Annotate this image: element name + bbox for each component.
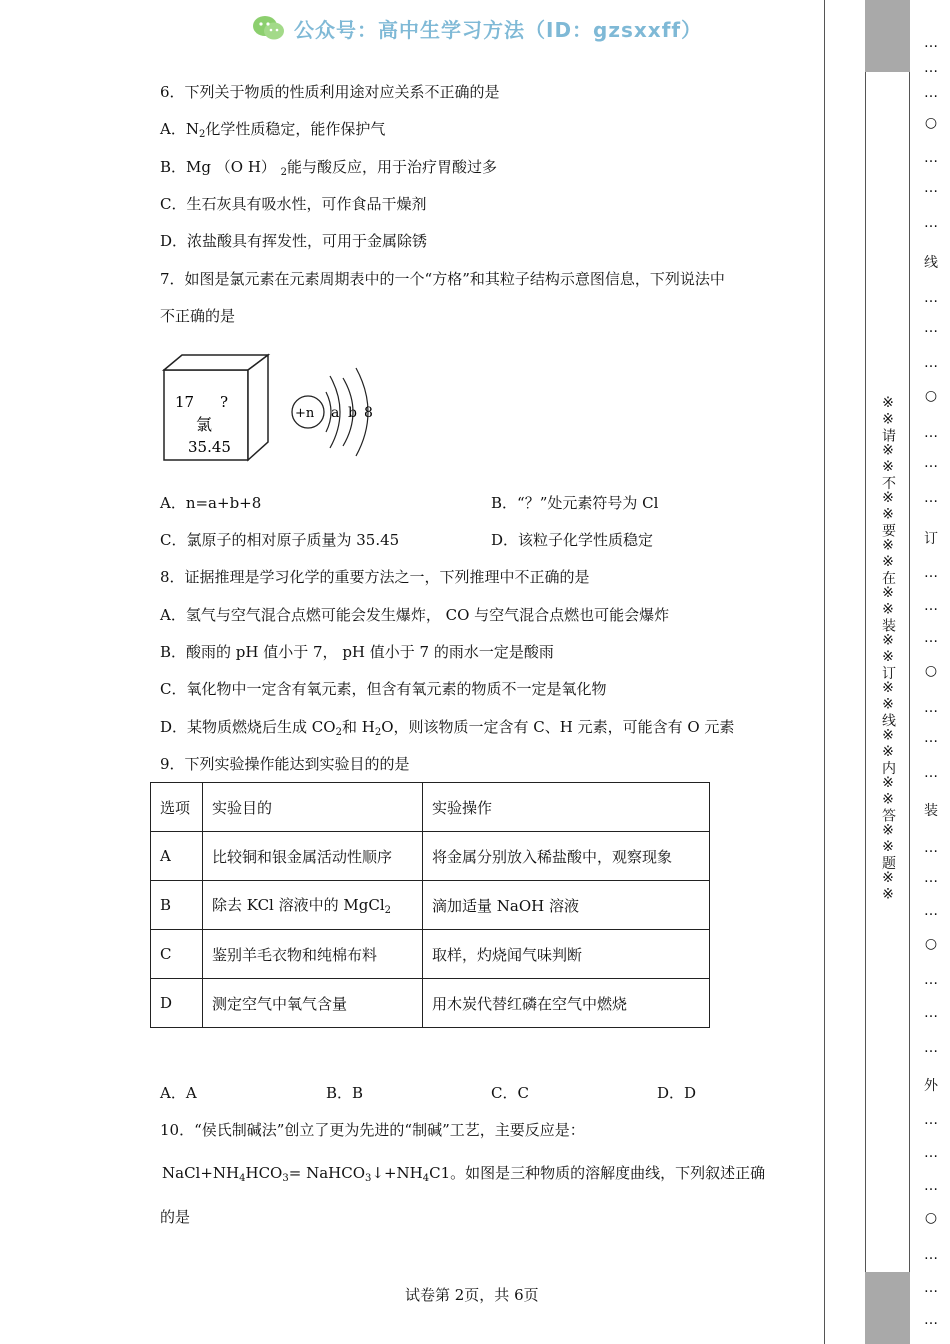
shell-electrons-a: a <box>331 405 340 421</box>
q8-stem: 8．证据推理是学习化学的重要方法之一，下列推理中不正确的是 <box>160 568 590 586</box>
q9-option-c: C．C <box>491 1084 529 1102</box>
row-purpose: 除去 KCl 溶液中的 MgCl$_2$ <box>203 881 423 930</box>
chlorine-diagram <box>160 350 390 465</box>
dots: … <box>924 630 938 646</box>
binding-gray-bottom <box>865 1272 910 1344</box>
watermark-text: 公众号：高中生学习方法（ID：gzsxxff） <box>294 17 703 42</box>
dots: … <box>924 870 938 886</box>
dots: … <box>924 903 938 919</box>
binding-border-right <box>909 0 910 1344</box>
binding-warning: ※※请※※不※※要※※在※※装※※订※※线※※内※※答※※题※※ <box>880 395 896 903</box>
dots: … <box>924 490 938 506</box>
mark-wai: 外 <box>924 1078 938 1094</box>
q9-table <box>150 782 710 1028</box>
dots: … <box>924 1040 938 1056</box>
row-option: D <box>151 979 203 1028</box>
shell-electrons-b: b <box>348 405 357 421</box>
header-option: 选项 <box>151 783 203 832</box>
q6-option-b: B．Mg （O H） $_2$能与酸反应，用于治疗胃酸过多 <box>160 158 498 178</box>
row-purpose: 测定空气中氧气含量 <box>203 979 423 1028</box>
q10-stem-line3: 的是 <box>160 1208 191 1226</box>
table-row <box>151 930 710 979</box>
dots: … <box>924 1005 938 1021</box>
dots: … <box>924 765 938 781</box>
table-header-row <box>151 783 710 832</box>
table-row <box>151 881 710 930</box>
q9-option-d: D．D <box>657 1084 697 1102</box>
q6-option-d: D．浓盐酸具有挥发性，可用于金属除锈 <box>160 232 428 250</box>
q8-option-c: C．氧化物中一定含有氧元素，但含有氧元素的物质不一定是氧化物 <box>160 680 607 698</box>
q9-stem: 9．下列实验操作能达到实验目的的是 <box>160 755 410 773</box>
dots: … <box>924 1280 938 1296</box>
q8-option-a: A．氢气与空气混合点燃可能会发生爆炸， CO 与空气混合点燃也可能会爆炸 <box>160 606 670 624</box>
q7-option-a: A．n=a+b+8 <box>160 494 262 512</box>
binding-border-left <box>824 0 825 1344</box>
dots: … <box>924 700 938 716</box>
header-purpose: 实验目的 <box>203 783 423 832</box>
dots: … <box>924 180 938 196</box>
q7-option-b: B．“？”处元素符号为 Cl <box>491 494 659 512</box>
circle-mark: ○ <box>924 936 938 952</box>
table-row <box>151 832 710 881</box>
dots: … <box>924 1178 938 1194</box>
circle-mark: ○ <box>924 1210 938 1226</box>
dots: … <box>924 840 938 856</box>
dots: … <box>924 290 938 306</box>
dots: … <box>924 150 938 166</box>
dots: … <box>924 455 938 471</box>
dots: … <box>924 1312 938 1328</box>
row-option: B <box>151 881 203 930</box>
q10-stem: 10．“侯氏制碱法”创立了更为先进的“制碱”工艺，主要反应是： <box>160 1121 585 1139</box>
dots: … <box>924 598 938 614</box>
mark-xian: 线 <box>924 255 938 271</box>
q6-option-c: C．生石灰具有吸水性，可作食品干燥剂 <box>160 195 427 213</box>
dots: … <box>924 565 938 581</box>
q7-option-d: D．该粒子化学性质稳定 <box>491 531 654 549</box>
row-option: A <box>151 832 203 881</box>
binding-gray-top <box>865 0 910 72</box>
tile-mass: 35.45 <box>188 438 231 456</box>
q8-option-d: D．某物质燃烧后生成 $CO_2$和 $H_2O$，则该物质一定含有 C、H 元素，可能含有 O 元素 <box>160 718 735 738</box>
periodic-table-tile <box>164 355 268 460</box>
binding-dots-column <box>920 0 942 1344</box>
circle-mark: ○ <box>924 663 938 679</box>
q10-equation: $NaCl+NH_4HCO_3=$ $NaHCO_3↓+NH_4C1$。如图是三种物质的溶解度曲线，下列叙述正确 <box>162 1164 766 1184</box>
q8-option-b: B．酸雨的 pH 值小于 7， pH 值小于 7 的雨水一定是酸雨 <box>160 643 554 661</box>
page-number: 试卷第 2页，共 6页 <box>405 1286 539 1304</box>
q7-option-c: C．氯原子的相对原子质量为 35.45 <box>160 531 400 549</box>
q7-stem-line1: 7．如图是氯元素在元素周期表中的一个“方格”和其粒子结构示意图信息，下列说法中 <box>160 270 725 288</box>
dots: … <box>924 85 938 101</box>
circle-mark: ○ <box>924 115 938 131</box>
binding-border-mid <box>865 0 866 1344</box>
q9-option-b: B．B <box>326 1084 364 1102</box>
dots: … <box>924 425 938 441</box>
q9-option-a: A．A <box>160 1084 197 1102</box>
ion-nucleus-charge: +n <box>295 406 315 421</box>
header-operation: 实验操作 <box>423 783 710 832</box>
dots: … <box>924 1247 938 1263</box>
q7-stem-line2: 不正确的是 <box>160 307 236 325</box>
wechat-icon <box>252 14 286 42</box>
row-operation: 用木炭代替红磷在空气中燃烧 <box>423 979 710 1028</box>
tile-name: 氯 <box>196 415 213 434</box>
ion-structure <box>292 368 373 456</box>
q6-stem: 6．下列关于物质的性质利用途对应关系不正确的是 <box>160 83 500 101</box>
row-option: C <box>151 930 203 979</box>
dots: … <box>924 215 938 231</box>
dots: … <box>924 60 938 76</box>
mark-zhuang: 装 <box>924 803 938 819</box>
tile-symbol: ? <box>220 393 229 411</box>
row-purpose: 比较铜和银金属活动性顺序 <box>203 832 423 881</box>
row-operation: 取样，灼烧闻气味判断 <box>423 930 710 979</box>
row-operation: 滴加适量 NaOH 溶液 <box>423 881 710 930</box>
dots: … <box>924 730 938 746</box>
shell-electrons-8: 8 <box>364 405 373 421</box>
tile-atomic-number: 17 <box>175 393 195 411</box>
row-purpose: 鉴别羊毛衣物和纯棉布料 <box>203 930 423 979</box>
q6-option-a: A．$N_2$化学性质稳定，能作保护气 <box>160 120 386 140</box>
dots: … <box>924 1145 938 1161</box>
row-operation: 将金属分别放入稀盐酸中，观察现象 <box>423 832 710 881</box>
dots: … <box>924 355 938 371</box>
dots: … <box>924 35 938 51</box>
circle-mark: ○ <box>924 388 938 404</box>
dots: … <box>924 1112 938 1128</box>
dots: … <box>924 972 938 988</box>
header-watermark <box>252 12 702 44</box>
mark-ding: 订 <box>924 531 938 547</box>
table-row <box>151 979 710 1028</box>
dots: … <box>924 320 938 336</box>
